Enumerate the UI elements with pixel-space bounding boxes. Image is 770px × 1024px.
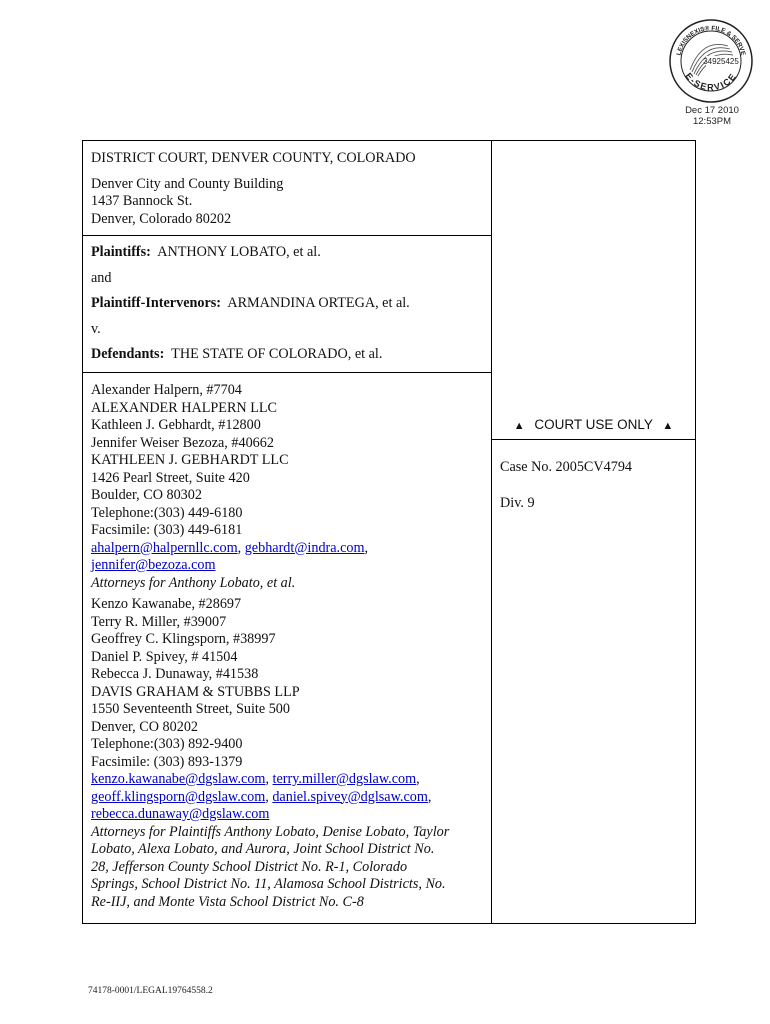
email-link[interactable]: ahalpern@halpernllc.com (91, 539, 238, 556)
attorney-line: Terry R. Miller, #39007 (91, 613, 227, 630)
court-use-label: COURT USE ONLY (534, 417, 653, 432)
representation-note: Attorneys for Anthony Lobato, et al. (91, 574, 296, 591)
division-number: Div. 9 (500, 495, 535, 511)
defendants-line (91, 346, 483, 364)
court-cell (83, 141, 491, 236)
attorney-line: 1426 Pearl Street, Suite 420 (91, 469, 250, 486)
attorney-line: 1550 Seventeenth Street, Suite 500 (91, 701, 290, 717)
stamp-ring-bottom-text: E-SERVICE (683, 70, 739, 93)
representation-note: Springs, School District No. 11, Alamosa School Districts, No. (91, 876, 446, 892)
triangle-up-icon: ▲ (513, 420, 525, 432)
attorney-block-1 (91, 382, 483, 592)
defendants-name: THE STATE OF COLORADO, et al. (171, 346, 383, 362)
plaintiffs-line (91, 244, 483, 262)
email-link[interactable]: rebecca.dunaway@dgslaw.com (91, 806, 270, 822)
attorney-line: Facsimile: (303) 449-6181 (91, 522, 243, 538)
attorney-line: Daniel P. Spivey, # 41504 (91, 648, 238, 665)
attorney-line: Geoffrey C. Klingsporn, #38997 (91, 631, 276, 647)
stamp-date: Dec 17 2010 (685, 105, 739, 116)
court-use-only-header (492, 417, 695, 440)
representation-note: Lobato, Alexa Lobato, and Aurora, Joint School District No. (91, 841, 435, 857)
email-link[interactable]: jennifer@bezoza.com (91, 557, 216, 573)
attorney-line: Telephone:(303) 449-6180 (91, 504, 243, 521)
email-line (91, 771, 483, 789)
case-number: Case No. 2005CV4794 (500, 459, 633, 475)
caption-left-column (83, 141, 492, 923)
email-link[interactable]: kenzo.kawanabe@dgslaw.com (91, 771, 266, 787)
email-separator: , (416, 771, 420, 787)
attorney-line: Kenzo Kawanabe, #28697 (91, 596, 242, 612)
attorney-line: ALEXANDER HALPERN LLC (91, 399, 278, 416)
attorney-line: Facsimile: (303) 893-1379 (91, 753, 243, 770)
stamp-timestamp (676, 105, 748, 127)
stamp-seal-icon (668, 18, 754, 104)
email-line (91, 557, 483, 575)
email-link[interactable]: gebhardt@indra.com (244, 539, 365, 556)
representation-note: Re-IIJ, and Monte Vista School District No. C-8 (91, 893, 364, 910)
email-separator: , (237, 539, 245, 556)
versus-connector: v. (91, 320, 101, 337)
intervenors-name: ARMANDINA ORTEGA, et al. (227, 295, 410, 311)
attorney-line: Telephone:(303) 892-9400 (91, 736, 243, 752)
email-link[interactable]: daniel.spivey@dglsaw.com (272, 788, 428, 805)
document-footer-id: 74178-0001/LEGAL19764558.2 (88, 986, 213, 996)
representation-note: Attorneys for Plaintiffs Anthony Lobato, Denise Lobato, Taylor (91, 823, 450, 840)
court-address-line: 1437 Bannock St. (91, 193, 193, 209)
attorney-line: Boulder, CO 80302 (91, 487, 202, 503)
intervenors-label: Plaintiff-Intervenors: (91, 295, 222, 311)
email-link[interactable]: terry.miller@dgslaw.com (272, 771, 417, 787)
and-connector: and (91, 269, 112, 286)
attorney-line: KATHLEEN J. GEBHARDT LLC (91, 452, 289, 468)
plaintiffs-label: Plaintiffs: (91, 244, 151, 260)
email-line (91, 806, 483, 824)
attorney-line: Alexander Halpern, #7704 (91, 382, 242, 398)
email-line (91, 540, 483, 558)
stamp-time: 12:53PM (692, 116, 732, 127)
attorney-line: DAVIS GRAHAM & STUBBS LLP (91, 683, 300, 700)
caption-right-column (492, 141, 695, 923)
stamp-id: 34925425 (703, 57, 739, 66)
attorney-line: Kathleen J. Gebhardt, #12800 (91, 417, 261, 433)
email-separator: , (364, 539, 369, 556)
email-separator: , (265, 788, 273, 805)
court-name: DISTRICT COURT, DENVER COUNTY, COLORADO (91, 150, 416, 166)
case-caption-table (82, 140, 696, 924)
email-link[interactable]: geoff.klingsporn@dgslaw.com (91, 788, 266, 805)
intervenors-line (91, 295, 483, 313)
attorney-line: Denver, CO 80202 (91, 718, 199, 735)
email-separator: , (427, 788, 432, 805)
attorney-line: Rebecca J. Dunaway, #41538 (91, 666, 259, 682)
attorneys-cell (83, 373, 491, 923)
court-address-line: Denver City and County Building (91, 175, 284, 192)
court-address-line: Denver, Colorado 80202 (91, 210, 232, 227)
email-line (91, 789, 483, 807)
stamp-ring-top-text: LEXISNEXIS® FILE & SERVE (675, 24, 747, 57)
attorney-line: Jennifer Weiser Bezoza, #40662 (91, 434, 274, 451)
e-service-stamp (668, 18, 754, 104)
defendants-label: Defendants: (91, 346, 165, 362)
attorney-block-2 (91, 596, 483, 911)
triangle-up-icon: ▲ (662, 420, 674, 432)
email-separator: , (265, 771, 273, 787)
plaintiffs-name: ANTHONY LOBATO, et al. (157, 244, 321, 260)
representation-note: 28, Jefferson County School District No. R-1, Colorado (91, 858, 408, 875)
parties-cell (83, 236, 491, 373)
